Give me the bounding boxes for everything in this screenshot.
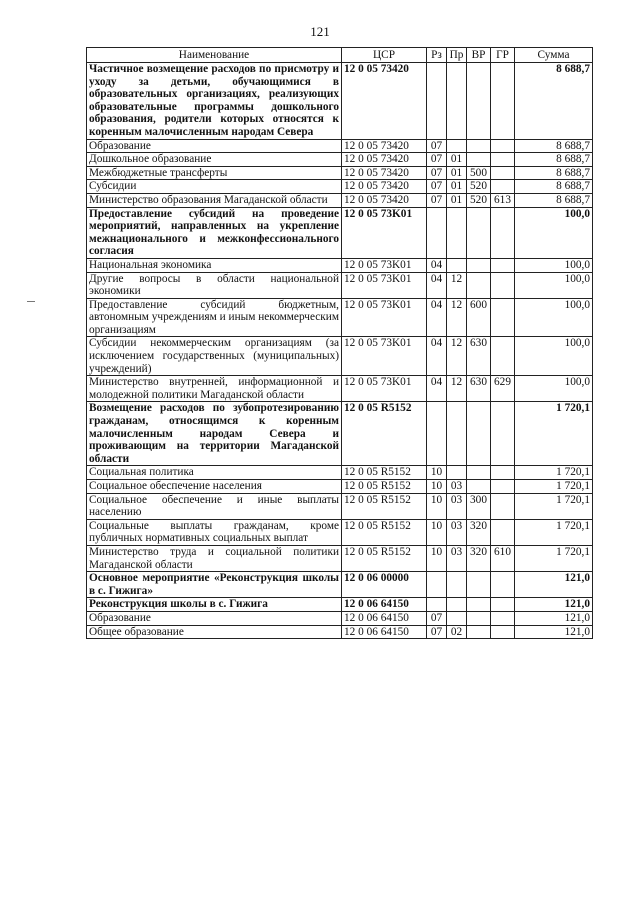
- cell-gr: [491, 166, 515, 180]
- cell-csr: 12 0 05 73420: [342, 180, 427, 194]
- cell-csr: 12 0 05 R5152: [342, 402, 427, 466]
- cell-csr: 12 0 05 73420: [342, 193, 427, 207]
- cell-gr: [491, 493, 515, 519]
- cell-pr: [447, 598, 467, 612]
- cell-gr: [491, 63, 515, 140]
- cell-vr: [467, 153, 491, 167]
- cell-csr: 12 0 05 73K01: [342, 337, 427, 376]
- cell-gr: [491, 207, 515, 258]
- table-row: [87, 402, 593, 466]
- cell-sum: 1 720,1: [515, 519, 593, 545]
- cell-name: Другие вопросы в области национальной экономики: [87, 272, 342, 298]
- cell-pr: [447, 207, 467, 258]
- cell-name: Общее образование: [87, 625, 342, 639]
- cell-sum: 1 720,1: [515, 493, 593, 519]
- cell-csr: 12 0 05 R5152: [342, 519, 427, 545]
- cell-rz: 07: [427, 611, 447, 625]
- table-row: [87, 480, 593, 494]
- cell-sum: 1 720,1: [515, 480, 593, 494]
- cell-pr: 03: [447, 480, 467, 494]
- cell-vr: 630: [467, 376, 491, 402]
- table-row: [87, 519, 593, 545]
- cell-gr: [491, 572, 515, 598]
- table-row: [87, 207, 593, 258]
- header-csr: ЦСР: [342, 48, 427, 63]
- cell-rz: 07: [427, 166, 447, 180]
- cell-name: Реконструкция школы в с. Гижига: [87, 598, 342, 612]
- cell-csr: 12 0 05 R5152: [342, 480, 427, 494]
- table-row: [87, 611, 593, 625]
- cell-gr: [491, 298, 515, 337]
- cell-vr: [467, 480, 491, 494]
- cell-rz: [427, 402, 447, 466]
- cell-gr: [491, 402, 515, 466]
- cell-gr: [491, 480, 515, 494]
- cell-sum: 8 688,7: [515, 139, 593, 153]
- cell-csr: 12 0 05 73K01: [342, 298, 427, 337]
- page-number: 121: [310, 24, 330, 39]
- cell-vr: [467, 572, 491, 598]
- cell-sum: 8 688,7: [515, 63, 593, 140]
- cell-pr: 02: [447, 625, 467, 639]
- cell-name: Министерство внутренней, информационной и молодежной политики Магаданской области: [87, 376, 342, 402]
- cell-rz: [427, 572, 447, 598]
- cell-sum: 100,0: [515, 207, 593, 258]
- cell-csr: 12 0 05 R5152: [342, 466, 427, 480]
- cell-name: Социальные выплаты гражданам, кроме публичных нормативных социальных выплат: [87, 519, 342, 545]
- cell-csr: 12 0 05 73420: [342, 153, 427, 167]
- margin-mark: [27, 301, 35, 302]
- cell-name: Основное мероприятие «Реконструкция школы в с. Гижига»: [87, 572, 342, 598]
- cell-name: Национальная экономика: [87, 258, 342, 272]
- cell-name: Социальное обеспечение населения: [87, 480, 342, 494]
- table-row: [87, 493, 593, 519]
- table-row: [87, 153, 593, 167]
- table-row: [87, 598, 593, 612]
- cell-vr: 320: [467, 545, 491, 571]
- cell-rz: 10: [427, 466, 447, 480]
- cell-sum: 100,0: [515, 337, 593, 376]
- cell-vr: [467, 466, 491, 480]
- cell-pr: [447, 63, 467, 140]
- cell-vr: [467, 611, 491, 625]
- cell-pr: 03: [447, 519, 467, 545]
- cell-pr: [447, 466, 467, 480]
- cell-vr: 500: [467, 166, 491, 180]
- table-row: [87, 180, 593, 194]
- cell-pr: 01: [447, 180, 467, 194]
- cell-vr: [467, 258, 491, 272]
- table-row: [87, 625, 593, 639]
- table-row: [87, 166, 593, 180]
- cell-pr: [447, 572, 467, 598]
- cell-rz: 10: [427, 519, 447, 545]
- cell-sum: 8 688,7: [515, 153, 593, 167]
- cell-rz: 04: [427, 298, 447, 337]
- cell-vr: 520: [467, 180, 491, 194]
- cell-pr: 03: [447, 493, 467, 519]
- cell-csr: 12 0 06 00000: [342, 572, 427, 598]
- cell-gr: 610: [491, 545, 515, 571]
- cell-vr: [467, 272, 491, 298]
- cell-sum: 1 720,1: [515, 466, 593, 480]
- cell-pr: 12: [447, 272, 467, 298]
- cell-rz: 10: [427, 480, 447, 494]
- cell-pr: [447, 258, 467, 272]
- cell-rz: 10: [427, 545, 447, 571]
- cell-rz: 04: [427, 337, 447, 376]
- cell-gr: [491, 611, 515, 625]
- cell-pr: 12: [447, 337, 467, 376]
- cell-sum: 121,0: [515, 611, 593, 625]
- table-row: [87, 545, 593, 571]
- cell-csr: 12 0 05 73420: [342, 139, 427, 153]
- cell-rz: 07: [427, 139, 447, 153]
- cell-gr: [491, 180, 515, 194]
- cell-vr: [467, 207, 491, 258]
- cell-name: Частичное возмещение расходов по присмотру и уходу за детьми, обучающимися в образовательных организациях, реализующих образовательные программы дошкольного образования, родители которых относятся к коренным малочисленным народам Севера: [87, 63, 342, 140]
- cell-csr: 12 0 06 64150: [342, 625, 427, 639]
- cell-rz: 04: [427, 376, 447, 402]
- cell-rz: [427, 207, 447, 258]
- cell-sum: 121,0: [515, 625, 593, 639]
- cell-rz: [427, 598, 447, 612]
- cell-gr: [491, 272, 515, 298]
- cell-gr: [491, 139, 515, 153]
- cell-sum: 1 720,1: [515, 402, 593, 466]
- cell-name: Образование: [87, 139, 342, 153]
- budget-table: [86, 47, 593, 639]
- cell-rz: 10: [427, 493, 447, 519]
- cell-vr: 320: [467, 519, 491, 545]
- cell-gr: [491, 519, 515, 545]
- cell-name: Субсидии некоммерческим организациям (за исключением государственных (муниципальных) учреждений): [87, 337, 342, 376]
- cell-sum: 8 688,7: [515, 193, 593, 207]
- cell-csr: 12 0 06 64150: [342, 598, 427, 612]
- cell-rz: 07: [427, 153, 447, 167]
- cell-sum: 100,0: [515, 258, 593, 272]
- table-header-row: [87, 48, 593, 63]
- cell-sum: 121,0: [515, 598, 593, 612]
- cell-vr: [467, 139, 491, 153]
- header-sum: Сумма: [515, 48, 593, 63]
- cell-name: Дошкольное образование: [87, 153, 342, 167]
- cell-sum: 8 688,7: [515, 180, 593, 194]
- table-row: [87, 376, 593, 402]
- cell-sum: 1 720,1: [515, 545, 593, 571]
- cell-sum: 121,0: [515, 572, 593, 598]
- cell-pr: [447, 402, 467, 466]
- cell-name: Образование: [87, 611, 342, 625]
- cell-vr: [467, 598, 491, 612]
- cell-csr: 12 0 05 73K01: [342, 258, 427, 272]
- header-name: Наименование: [87, 48, 342, 63]
- cell-gr: 629: [491, 376, 515, 402]
- table-row: [87, 139, 593, 153]
- cell-name: Министерство образования Магаданской области: [87, 193, 342, 207]
- cell-rz: 07: [427, 625, 447, 639]
- cell-gr: [491, 466, 515, 480]
- cell-csr: 12 0 06 64150: [342, 611, 427, 625]
- cell-pr: 01: [447, 166, 467, 180]
- cell-pr: 01: [447, 193, 467, 207]
- cell-name: Министерство труда и социальной политики Магаданской области: [87, 545, 342, 571]
- cell-csr: 12 0 05 73420: [342, 166, 427, 180]
- table-row: [87, 298, 593, 337]
- cell-vr: 300: [467, 493, 491, 519]
- cell-rz: 07: [427, 180, 447, 194]
- cell-sum: 100,0: [515, 376, 593, 402]
- cell-name: Возмещение расходов по зубопротезированию гражданам, относящимся к коренным малочисленным народам Севера и проживающим на территории Магаданской области: [87, 402, 342, 466]
- cell-rz: 04: [427, 272, 447, 298]
- cell-name: Предоставление субсидий на проведение мероприятий, направленных на укрепление межнационального и межконфессионального согласия: [87, 207, 342, 258]
- cell-rz: 04: [427, 258, 447, 272]
- cell-name: Предоставление субсидий бюджетным, автономным учреждениям и иным некоммерческим организациям: [87, 298, 342, 337]
- cell-gr: [491, 153, 515, 167]
- cell-name: Социальное обеспечение и иные выплаты населению: [87, 493, 342, 519]
- cell-gr: [491, 337, 515, 376]
- cell-csr: 12 0 05 73K01: [342, 376, 427, 402]
- cell-gr: [491, 625, 515, 639]
- cell-gr: [491, 598, 515, 612]
- header-pr: Пр: [447, 48, 467, 63]
- cell-csr: 12 0 05 73420: [342, 63, 427, 140]
- cell-name: Субсидии: [87, 180, 342, 194]
- cell-rz: [427, 63, 447, 140]
- cell-sum: 100,0: [515, 298, 593, 337]
- table-row: [87, 466, 593, 480]
- cell-sum: 100,0: [515, 272, 593, 298]
- table-row: [87, 337, 593, 376]
- header-vr: ВР: [467, 48, 491, 63]
- cell-csr: 12 0 05 73K01: [342, 207, 427, 258]
- cell-vr: 600: [467, 298, 491, 337]
- cell-name: Социальная политика: [87, 466, 342, 480]
- cell-pr: [447, 139, 467, 153]
- table-row: [87, 258, 593, 272]
- table-row: [87, 572, 593, 598]
- cell-vr: 630: [467, 337, 491, 376]
- cell-csr: 12 0 05 R5152: [342, 493, 427, 519]
- cell-sum: 8 688,7: [515, 166, 593, 180]
- cell-csr: 12 0 05 R5152: [342, 545, 427, 571]
- table-row: [87, 272, 593, 298]
- cell-gr: 613: [491, 193, 515, 207]
- cell-rz: 07: [427, 193, 447, 207]
- cell-pr: 03: [447, 545, 467, 571]
- cell-pr: 12: [447, 298, 467, 337]
- table-row: [87, 193, 593, 207]
- table-row: [87, 63, 593, 140]
- cell-pr: 12: [447, 376, 467, 402]
- cell-vr: 520: [467, 193, 491, 207]
- cell-csr: 12 0 05 73K01: [342, 272, 427, 298]
- cell-name: Межбюджетные трансферты: [87, 166, 342, 180]
- header-rz: Рз: [427, 48, 447, 63]
- cell-gr: [491, 258, 515, 272]
- cell-vr: [467, 402, 491, 466]
- header-gr: ГР: [491, 48, 515, 63]
- cell-vr: [467, 63, 491, 140]
- cell-pr: [447, 611, 467, 625]
- cell-vr: [467, 625, 491, 639]
- cell-pr: 01: [447, 153, 467, 167]
